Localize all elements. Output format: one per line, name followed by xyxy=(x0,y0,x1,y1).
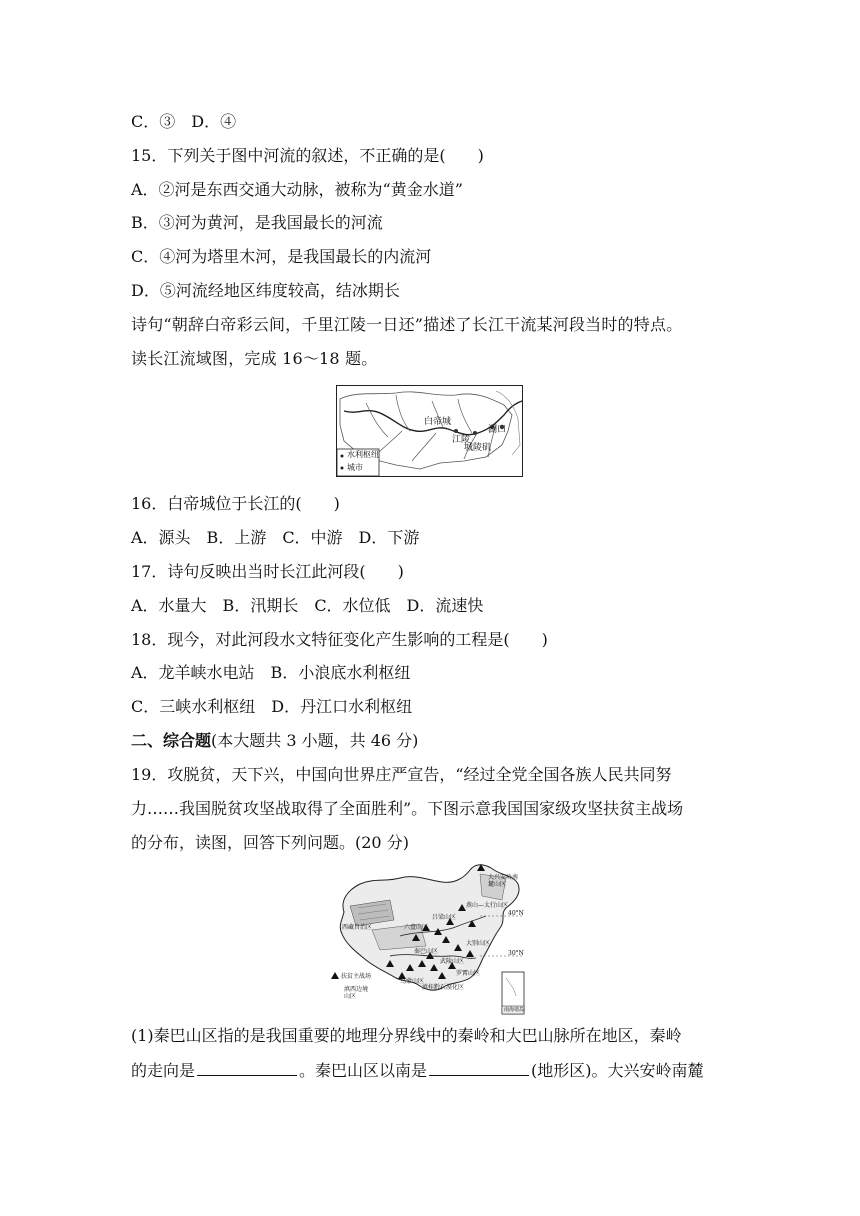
q17-options: A．水量大 B．汛期长 C．水位低 D．流速快 xyxy=(131,596,484,615)
q18-options-1: A．龙羊峡水电站 B．小浪底水利枢纽 xyxy=(131,663,411,682)
map2-label-wumeng: 乌蒙山区 xyxy=(400,978,425,985)
china-poverty-area-map xyxy=(330,860,525,1016)
q15-option-c: C．④河为塔里木河，是我国最长的内流河 xyxy=(131,247,432,266)
map1-label-jiangling: 江陵 xyxy=(452,435,471,445)
map2-inset-label: 南海诸岛 xyxy=(504,1007,525,1013)
map2-label-dxal: 大兴安岭南麓山区 xyxy=(488,874,519,888)
map2-label-dabie: 大别山区 xyxy=(466,940,491,947)
q16-options: A．源头 B．上游 C．中游 D．下游 xyxy=(131,528,420,547)
q17-stem: 17．诗句反映出当时长江此河段( ) xyxy=(131,562,404,581)
q19-1-line2 xyxy=(131,1059,704,1082)
q14-tail-options: C．③ D．④ xyxy=(131,112,237,131)
map2-label-luoxiao: 罗霄山区 xyxy=(456,970,481,977)
answer-blank-landform-region[interactable] xyxy=(429,1059,529,1076)
map2-label-liupan: 六盘山区 xyxy=(404,924,429,931)
q19-line2: 力……我国脱贫攻坚战取得了全面胜利”。下图示意我国国家级攻坚扶贫主战场 xyxy=(131,799,684,818)
q18-stem: 18．现今，对此河段水文特征变化产生影响的工程是( ) xyxy=(131,630,548,649)
q15-option-b: B．③河为黄河，是我国最长的河流 xyxy=(131,213,383,232)
q15-option-a: A．②河是东西交通大动脉，被称为“黄金水道” xyxy=(131,180,463,199)
map1-label-chenglingji: 城陵矶 xyxy=(464,443,492,453)
map2-label-qinba: 秦巴山区 xyxy=(414,948,439,955)
q19-1-part-a: 的走向是 xyxy=(131,1061,196,1080)
map2-label-wuling: 武陵山区 xyxy=(440,958,465,965)
q15-stem: 15．下列关于图中河流的叙述，不正确的是( ) xyxy=(131,146,484,165)
section-2-note: (本大题共 3 小题，共 46 分) xyxy=(211,731,419,750)
q19-1-part-b: 。秦巴山区以南是 xyxy=(299,1061,428,1080)
q19-line1: 19．攻脱贫，天下兴，中国向世界庄严宣告，“经过全党全国各族人民共同努 xyxy=(131,765,672,784)
q19-line3: 的分布，读图，回答下列问题。(20 分) xyxy=(131,833,409,852)
q15-option-d: D．⑤河流经地区纬度较高，结冰期长 xyxy=(131,281,400,300)
map1-legend-dam: 水利枢纽 xyxy=(347,450,379,459)
map2-label-40n: 40°N xyxy=(508,910,524,917)
map2-label-yanshan-taihang: 燕山—太行山区 xyxy=(466,902,509,909)
map2-legend: 扶贫主战场 xyxy=(341,973,372,980)
map2-label-tibet: 西藏自治区 xyxy=(342,924,373,931)
intro-16-18-line2: 读长江流域图，完成 16～18 题。 xyxy=(131,349,378,368)
intro-16-18-line1: 诗句“朝辞白帝彩云间，千里江陵一日还”描述了长江干流某河段当时的特点。 xyxy=(131,315,683,334)
section-2-heading xyxy=(131,730,418,752)
map2-label-lvliang: 吕梁山区 xyxy=(432,914,457,921)
section-2-title: 二、综合题 xyxy=(131,731,212,750)
answer-blank-qinling-direction[interactable] xyxy=(197,1059,297,1076)
map2-label-dianxi: 滇西边境山区 xyxy=(344,986,369,1000)
map2-label-30n: 30°N xyxy=(508,950,524,957)
map1-label-baidicheng: 白帝城 xyxy=(424,417,452,427)
map2-label-diangui: 滇桂黔石漠化区 xyxy=(422,984,465,991)
q18-options-2: C．三峡水利枢纽 D．丹江口水利枢纽 xyxy=(131,697,413,716)
map1-legend-city: 城市 xyxy=(347,463,363,472)
map1-label-hukou: 湖口 xyxy=(488,425,507,435)
q19-1-part-c: (地形区)。大兴安岭南麓 xyxy=(531,1061,704,1080)
q19-1-line1: (1)秦巴山区指的是我国重要的地理分界线中的秦岭和大巴山脉所在地区，秦岭 xyxy=(131,1026,682,1045)
yangtze-basin-map xyxy=(336,385,523,477)
q16-stem: 16．白帝城位于长江的( ) xyxy=(131,494,340,513)
